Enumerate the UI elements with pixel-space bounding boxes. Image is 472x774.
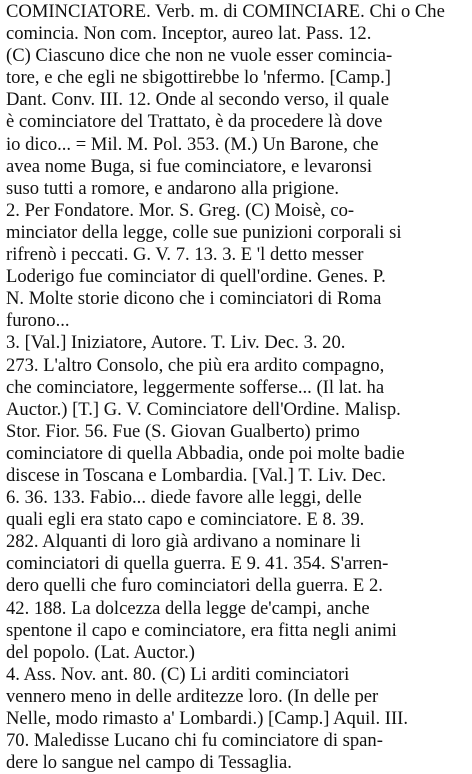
entry-line-30: del popolo. (Lat. Auctor.) [6, 641, 195, 663]
entry-line-4: tore, e che egli ne sbigottirebbe lo 'nfermo. [Camp.] [6, 67, 391, 89]
entry-line-20: Stor. Fior. 56. Fue (S. Giovan Gualberto) primo [6, 420, 360, 442]
entry-line-31: 4. Ass. Nov. ant. 80. (C) Li arditi cominciatori [6, 663, 350, 685]
entry-line-2: comincia. Non com. Inceptor, aureo lat. Pass. 12. [6, 23, 372, 45]
entry-line-19: Auctor.) [T.] G. V. Cominciatore dell'Ordine. Malisp. [6, 398, 401, 420]
entry-line-9: suso tutti a romore, e andarono alla prigione. [6, 177, 340, 199]
entry-line-1: COMINCIATORE. Verb. m. di COMINCIARE. Chi o Che [6, 1, 445, 22]
entry-line-13: Loderigo fue cominciator di quell'ordine. Genes. P. [6, 266, 386, 288]
entry-line-24: quali egli era stato capo e cominciatore. E 8. 39. [6, 509, 365, 531]
entry-line-7: io dico... = Mil. M. Pol. 353. (M.) Un Barone, che [6, 133, 379, 155]
entry-line-21: cominciatore di quella Abbadia, onde poi molte badie [6, 442, 405, 464]
entry-line-22: discese in Toscana e Lombardia. [Val.] T. Liv. Dec. [6, 464, 387, 486]
entry-line-14: N. Molte storie dicono che i cominciatori di Roma [6, 288, 382, 310]
entry-line-33: Nelle, modo rimasto a' Lombardi.) [Camp.] Aquil. III. [6, 708, 408, 729]
entry-line-11: minciator della legge, colle sue punizioni corporali si [6, 221, 402, 243]
entry-line-26: cominciatori di quella guerra. E 9. 41. 354. S'arren- [6, 553, 389, 575]
entry-line-18: che cominciatore, leggermente sofferse... (Il lat. ha [6, 376, 385, 398]
entry-line-27: dero quelli che furo cominciatori della guerra. E 2. [6, 575, 383, 597]
entry-line-3: (C) Ciascuno dice che non ne vuole esser comincia- [6, 45, 393, 67]
entry-line-10: 2. Per Fondatore. Mor. S. Greg. (C) Moisè, co- [6, 199, 355, 221]
entry-line-12: rifrenò i peccati. G. V. 7. 13. 3. E 'l detto messer [6, 244, 364, 266]
entry-line-17: 273. L'altro Consolo, che più era ardito compagno, [6, 354, 385, 376]
entry-line-29: spentone il capo e cominciatore, era fitta negli animi [6, 619, 397, 641]
entry-line-32: vennero meno in delle arditezze loro. (In delle per [6, 685, 379, 707]
entry-line-15: furono... [6, 310, 70, 332]
entry-line-5: Dant. Conv. III. 12. Onde al secondo verso, il quale [6, 89, 389, 111]
entry-line-23: 6. 36. 133. Fabio... diede favore alle leggi, delle [6, 487, 362, 509]
entry-line-6: è cominciatore del Trattato, è da procedere là dove [6, 111, 383, 133]
entry-line-8: avea nome Buga, si fue cominciatore, e levaronsi [6, 155, 373, 177]
entry-line-34: 70. Maledisse Lucano chi fu cominciatore di span- [6, 730, 383, 752]
entry-line-16: 3. [Val.] Iniziatore, Autore. T. Liv. Dec. 3. 20. [6, 332, 346, 354]
entry-line-35: dere lo sangue nel campo di Tessaglia. [6, 752, 292, 774]
entry-line-25: 282. Alquanti di loro già ardivano a nominare li [6, 531, 361, 553]
entry-line-28: 42. 188. La dolcezza della legge de'campi, anche [6, 597, 370, 619]
